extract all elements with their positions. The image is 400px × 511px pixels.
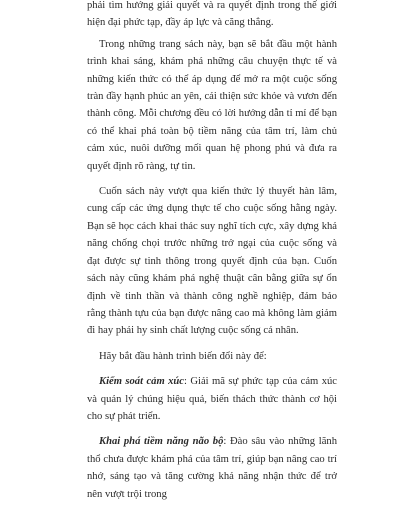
- body-text: [87, 0, 337, 511]
- paragraph-1: phải tìm hướng giải quyết và ra quyết định trong thế giới hiện đại phức tạp, đầy áp lực và căng thẳng.: [87, 0, 337, 29]
- list-item-brain-potential: [87, 433, 337, 503]
- paragraph-3: Cuốn sách này vượt qua kiến thức lý thuyết hàn lâm, cung cấp các ứng dụng thực tế cho cuộc sống hằng ngày. Bạn sẽ học cách khai thác suy nghĩ tích cực, xây dựng khả năng chống chọi trước những trở ngại của cuộc sống và đạt được sự tinh thông trong quyết định của bạn. Cuốn sách này cũng khám phá nghệ thuật cân bằng giữa sự ổn định về tinh thần và thành công nghề nghiệp, đảm bảo rằng thành tựu của bạn được nâng cao mà không làm giảm đi hay phải hy sinh chất lượng cuộc sống cá nhân.: [87, 186, 337, 337]
- list-item-text: : Giải mã sự phức tạp của cảm xúc và quản lý chúng hiệu quả, biến thách thức thành cơ hội cho sự phát triển.: [87, 376, 337, 422]
- list-item-term: Khai phá tiềm năng não bộ: [99, 436, 224, 448]
- list-item-term: Kiểm soát cảm xúc: [99, 376, 185, 388]
- list-item-text: : Đào sâu vào những lãnh thổ chưa được khám phá của tâm trí, giúp bạn nâng cao trí nhớ, sáng tạo và tăng cường khả năng nhận thức để trở nên vượt trội trong: [87, 436, 337, 500]
- paragraph-4: Hãy bắt đầu hành trình biến đổi này để:: [99, 350, 267, 362]
- paragraph-2: Trong những trang sách này, bạn sẽ bắt đầu một hành trình khai sáng, khám phá những câu chuyện thực tế và những kiến thức có thể áp dụng để mở ra một cuộc sống tràn đầy hạnh phúc an yên, cải thiện sức khỏe và vươn đến thành công. Mỗi chương đều có lời hướng dẫn tỉ mỉ để bạn có thể khai phá toàn bộ tiềm năng của tâm trí, làm chủ cảm xúc, nuôi dưỡng mối quan hệ phong phú và đưa ra quyết định rõ ràng, tự tin.: [87, 38, 337, 172]
- list-item-emotion-control: [87, 373, 337, 425]
